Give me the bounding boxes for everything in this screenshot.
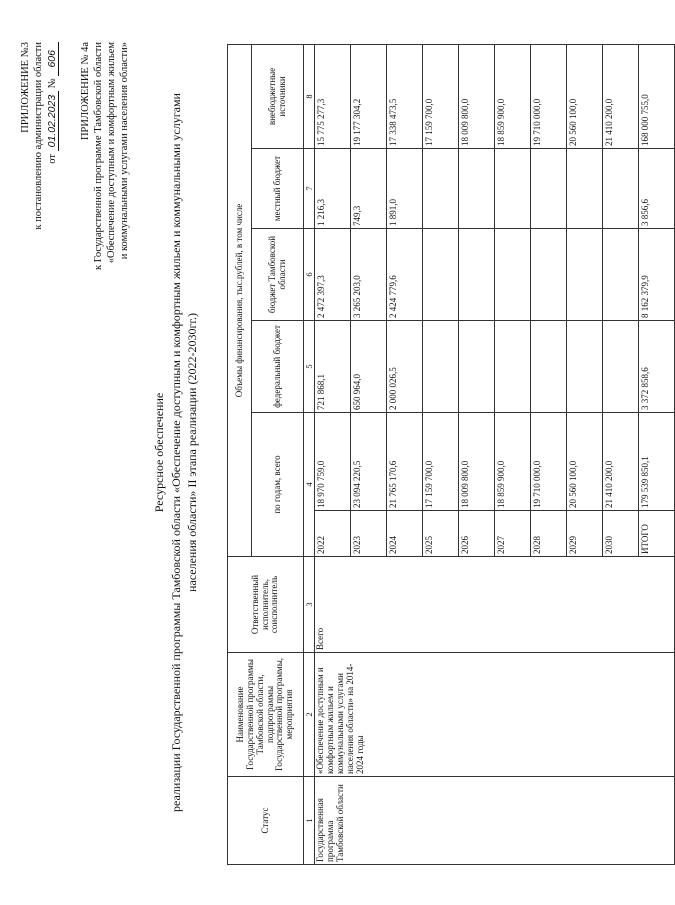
federal-cell: [459, 321, 495, 413]
extra-cell: 15 775 277,3: [315, 44, 351, 148]
extra-cell: 19 177 304,2: [351, 44, 387, 148]
local-cell: [567, 149, 603, 229]
extra-cell: 18 859 900,0: [495, 44, 531, 148]
total-cell: 20 560 100,0: [567, 413, 603, 511]
regional-cell: [531, 229, 567, 321]
annex3-title: ПРИЛОЖЕНИЕ №3: [20, 42, 31, 133]
handwritten-number: 606: [46, 42, 59, 76]
regional-cell: [459, 229, 495, 321]
extra-cell: 20 560 100,0: [567, 44, 603, 148]
handwritten-date: 01.02.2023: [46, 91, 59, 152]
column-number: 1: [304, 777, 315, 865]
regional-cell: 3 265 203,0: [351, 229, 387, 321]
header-status: Статус: [228, 777, 304, 865]
regional-cell: [423, 229, 459, 321]
year-cell: 2028: [531, 511, 567, 557]
federal-cell: [603, 321, 639, 413]
resource-table: [227, 44, 675, 865]
total-cell: 23 094 220,5: [351, 413, 387, 511]
year-cell: 2025: [423, 511, 459, 557]
total-cell: 17 159 700,0: [423, 413, 459, 511]
federal-cell: 650 964,0: [351, 321, 387, 413]
column-number: 6: [304, 229, 315, 321]
total-cell: 21 410 200,0: [603, 413, 639, 511]
name-cell: «Обеспечение доступным и комфортным жильем и коммунальными услугами населения области» на 2014-2024 годы: [315, 653, 675, 777]
header-federal: федеральный бюджет: [252, 321, 304, 413]
federal-cell: [567, 321, 603, 413]
status-cell: Государственная программа Тамбовской области: [315, 777, 675, 865]
total-cell: 18 970 759,0: [315, 413, 351, 511]
regional-cell: [495, 229, 531, 321]
header-executor: Ответственный исполнитель, соисполнитель: [228, 557, 304, 653]
total-cell: 19 710 000,0: [531, 413, 567, 511]
local-cell: 1 891,0: [387, 149, 423, 229]
header-name: Наименование Государственной программы Тамбовской области, подпрограммы Государственной программы, мероприятия: [228, 653, 304, 777]
local-cell: 3 856,6: [639, 149, 675, 229]
column-number: 2: [304, 653, 315, 777]
federal-cell: [531, 321, 567, 413]
local-cell: [423, 149, 459, 229]
extra-cell: 17 159 700,0: [423, 44, 459, 148]
regional-cell: 2 424 779,6: [387, 229, 423, 321]
heading-line3: населения области» II этапа реализации (2022-2030гг.): [185, 313, 199, 592]
total-cell: 21 765 170,6: [387, 413, 423, 511]
federal-cell: [423, 321, 459, 413]
year-cell: 2026: [459, 511, 495, 557]
annex4a-line2: «Обеспечение доступным и комфортным жильем: [106, 42, 117, 264]
table-row: [315, 44, 351, 864]
header-local: местный бюджет: [252, 149, 304, 229]
extra-cell: 18 009 800,0: [459, 44, 495, 148]
local-cell: 749,3: [351, 149, 387, 229]
local-cell: [495, 149, 531, 229]
total-cell: 18 009 800,0: [459, 413, 495, 511]
annex3-date-line: [46, 42, 59, 164]
header-extra: внебюджетные источники: [252, 44, 304, 148]
regional-cell: [567, 229, 603, 321]
column-number: 5: [304, 321, 315, 413]
extra-cell: 19 710 000,0: [531, 44, 567, 148]
federal-cell: 721 868,1: [315, 321, 351, 413]
regional-cell: 8 162 379,9: [639, 229, 675, 321]
annex4a-title: ПРИЛОЖЕНИЕ № 4а: [80, 42, 91, 141]
date-prefix: от: [47, 154, 58, 164]
header-regional: бюджет Тамбовской области: [252, 229, 304, 321]
total-cell: 179 539 850,1: [639, 413, 675, 511]
table-body: [315, 44, 675, 864]
header-by-years: по годам, всего: [252, 413, 304, 557]
federal-cell: 2 000 026,5: [387, 321, 423, 413]
annex3-line1: к постановлению администрации области: [33, 42, 44, 230]
header-volumes: Объемы финансирования, тыс.рублей, в том числе: [228, 44, 252, 556]
number-prefix: №: [47, 78, 58, 89]
heading-line2: реализации Государственной программы Тамбовской области «Обеспечение доступным и комфортным жильем и коммунальными услугами: [169, 93, 183, 812]
local-cell: [531, 149, 567, 229]
column-number: 4: [304, 413, 315, 557]
year-cell: 2027: [495, 511, 531, 557]
annex4a-line1: к Государственной программе Тамбовской области: [93, 42, 104, 270]
local-cell: [459, 149, 495, 229]
federal-cell: [495, 321, 531, 413]
annex4a-line3: и коммунальными услугами населения области»: [119, 42, 130, 260]
local-cell: 1 216,3: [315, 149, 351, 229]
heading-line1: Ресурсное обеспечение: [152, 392, 166, 513]
total-cell: 18 859 900,0: [495, 413, 531, 511]
year-cell: ИТОГО: [639, 511, 675, 557]
year-cell: 2024: [387, 511, 423, 557]
federal-cell: 3 372 858,6: [639, 321, 675, 413]
extra-cell: 21 410 200,0: [603, 44, 639, 148]
regional-cell: 2 472 397,3: [315, 229, 351, 321]
regional-cell: [603, 229, 639, 321]
extra-cell: 17 338 473,5: [387, 44, 423, 148]
column-number: 7: [304, 149, 315, 229]
extra-cell: 168 000 755,0: [639, 44, 675, 148]
column-number: 8: [304, 44, 315, 148]
year-cell: 2022: [315, 511, 351, 557]
year-cell: 2023: [351, 511, 387, 557]
year-cell: 2029: [567, 511, 603, 557]
executor-cell: Всего: [315, 557, 675, 653]
year-cell: 2030: [603, 511, 639, 557]
local-cell: [603, 149, 639, 229]
column-number: 3: [304, 557, 315, 653]
